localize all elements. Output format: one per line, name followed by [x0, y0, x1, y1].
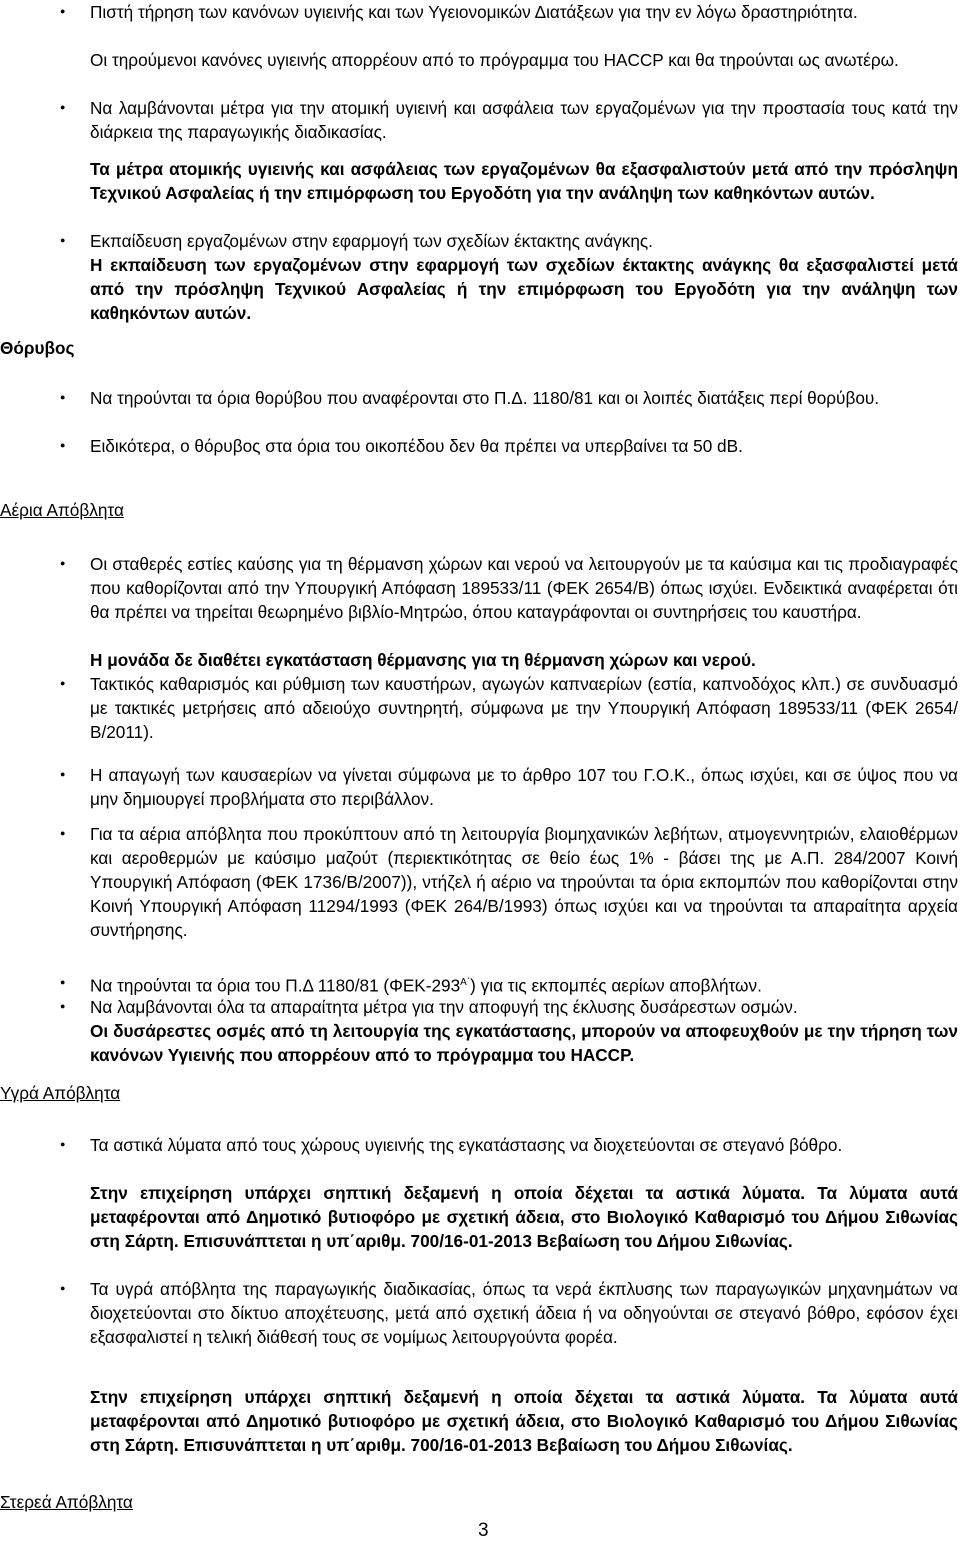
bullet-icon: ● — [60, 678, 66, 688]
paragraph-worker-safety-bold: Τα μέτρα ατομικής υγιεινής και ασφάλειας των εργαζομένων θα εξασφαλιστούν μετά από την πρόσληψη Τεχνικού Ασφαλείας ή την επιμόρφωση του Εργοδότη για την ανάληψη των καθηκόντων αυτών. — [90, 159, 958, 203]
paragraph-emergency-training-bold: Η εκπαίδευση των εργαζομένων στην εφαρμογή των σχεδίων έκτακτης ανάγκης θα εξασφαλιστεί μετά από την πρόσληψη Τεχνικού Ασφαλείας ή την επιμόρφωση του Εργοδότη για την ανάληψη των καθηκόντων αυτών. — [90, 255, 958, 323]
bullet-icon: ● — [60, 102, 66, 112]
paragraph-odours: Να λαμβάνονται όλα τα απαραίτητα μέτρα για την αποφυγή της έκλυσης δυσάρεστων οσμών. — [90, 997, 798, 1017]
bullet-icon: ● — [60, 828, 66, 838]
heading-solid-waste: Στερεά Απόβλητα — [0, 1492, 133, 1512]
emission-limits-text: Να τηρούνται τα όρια του Π.Δ 1180/81 (ΦΕΚ-293 — [90, 975, 461, 996]
bullet-icon: ● — [60, 1001, 66, 1011]
paragraph-odours-bold: Οι δυσάρεστες οσμές από τη λειτουργία της εγκατάστασης, μπορούν να αποφευχθούν με την τήρηση των κανόνων Υγιεινής που απορρέουν από το πρόγραμμα του HACCP. — [90, 1021, 958, 1065]
emission-limits-sup: Α΄ — [460, 977, 471, 988]
paragraph-exhaust: Η απαγωγή των καυσαερίων να γίνεται σύμφωνα με το άρθρο 107 του Γ.Ο.Κ., όπως ισχύει, και σε ύψος που να μην δημιουργεί προβλήματα στο περιβάλλον. — [90, 765, 958, 809]
paragraph-noise-50db: Ειδικότερα, ο θόρυβος στα όρια του οικοπέδου δεν θα πρέπει να υπερβαίνει τα 50 dB. — [90, 436, 743, 456]
paragraph-emergency-training: Εκπαίδευση εργαζομένων στην εφαρμογή των σχεδίων έκτακτης ανάγκης. — [90, 231, 653, 251]
bullet-icon: ● — [60, 6, 66, 16]
bullet-icon: ● — [60, 1139, 66, 1149]
paragraph-process-water: Τα υγρά απόβλητα της παραγωγικής διαδικασίας, όπως τα νερά έκπλυσης των παραγωγικών μηχανημάτων να διοχετεύονται στο δίκτυο αποχέτευσης, μετά από σχετική άδεια ή να οδηγούνται σε στεγανό βόθρο, εφόσον έχει εξασφαλιστεί η τελική διάθεσή τους σε νομίμως λειτουργούντα φορέα. — [90, 1279, 958, 1347]
bullet-icon: ● — [60, 440, 66, 450]
heading-noise: Θόρυβος — [0, 338, 75, 358]
paragraph-sewage: Τα αστικά λύματα από τους χώρους υγιεινής της εγκατάστασης να διοχετεύονται σε στεγανό βόθρο. — [90, 1135, 843, 1155]
page-number: 3 — [478, 1520, 489, 1541]
heading-liquid-waste: Υγρά Απόβλητα — [0, 1083, 121, 1103]
paragraph-no-heating: Η μονάδα δε διαθέτει εγκατάσταση θέρμανσης για τη θέρμανση χώρων και νερού. — [90, 650, 756, 670]
paragraph-septic-tank-1: Στην επιχείρηση υπάρχει σηπτική δεξαμενή η οποία δέχεται τα αστικά λύματα. Τα λύματα αυτά μεταφέρονται από Δημοτικό βυτιοφόρο με σχετική άδεια, στο Βιολογικό Καθαρισμό του Δήμου Σιθωνίας στη Σάρτη. Επισυνάπτεται η υπ΄αριθμ. 700/16-01-2013 Βεβαίωση του Δήμου Σιθωνίας. — [90, 1183, 958, 1251]
paragraph-septic-tank-2: Στην επιχείρηση υπάρχει σηπτική δεξαμενή η οποία δέχεται τα αστικά λύματα. Τα λύματα αυτά μεταφέρονται από Δημοτικό βυτιοφόρο με σχετική άδεια, στο Βιολογικό Καθαρισμό του Δήμου Σιθωνίας στη Σάρτη. Επισυνάπτεται η υπ΄αριθμ. 700/16-01-2013 Βεβαίωση του Δήμου Σιθωνίας. — [90, 1387, 958, 1455]
paragraph-emission-limits — [90, 971, 958, 998]
paragraph-burner-cleaning: Τακτικός καθαρισμός και ρύθμιση των καυστήρων, αγωγών καπναερίων (εστία, καπνοδόχος κλπ.) σε συνδυασμό με τακτικές μετρήσεις από αδειούχο συντηρητή, σύμφωνα με την Υπουργική Απόφαση 189533/11 (ΦΕΚ 2654/Β/2011). — [90, 674, 958, 742]
paragraph-haccp: Οι τηρούμενοι κανόνες υγιεινής απορρέουν από το πρόγραμμα του HACCP και θα τηρούνται ως ανωτέρω. — [90, 50, 899, 70]
paragraph-noise-limits: Να τηρούνται τα όρια θορύβου που αναφέρονται στο Π.Δ. 1180/81 και οι λοιπές διατάξεις περί θορύβου. — [90, 388, 880, 408]
paragraph-hygiene-rules: Πιστή τήρηση των κανόνων υγιεινής και των Υγειονομικών Διατάξεων για την εν λόγω δραστηριότητα. — [90, 2, 858, 22]
heading-air-emissions: Αέρια Απόβλητα — [0, 500, 124, 520]
bullet-icon: ● — [60, 1283, 66, 1293]
bullet-icon: ● — [60, 769, 66, 779]
bullet-icon: ● — [60, 977, 66, 987]
paragraph-worker-safety: Να λαμβάνονται μέτρα για την ατομική υγιεινή και ασφάλεια των εργαζομένων για την προστασία τους κατά την διάρκεια της παραγωγικής διαδικασίας. — [90, 98, 958, 142]
bullet-icon: ● — [60, 558, 66, 568]
bullet-icon: ● — [60, 392, 66, 402]
paragraph-combustion: Οι σταθερές εστίες καύσης για τη θέρμανση χώρων και νερού να λειτουργούν με τα καύσιμα και τις προδιαγραφές που καθορίζονται από την Υπουργική Απόφαση 189533/11 (ΦΕΚ 2654/Β) όπως ισχύει. Ενδεικτικά αναφέρεται ότι θα πρέπει να τηρείται θεωρημένο βιβλίο-Μητρώο, όπου καταγράφονται οι συντηρήσεις του καυστήρα. — [90, 554, 958, 622]
emission-limits-text-end: ) για τις εκπομπές αερίων αποβλήτων. — [470, 975, 762, 996]
paragraph-boilers: Για τα αέρια απόβλητα που προκύπτουν από τη λειτουργία βιομηχανικών λεβήτων, ατμογεννητριών, ελαιοθέρμων και αεροθερμών με καύσιμο μαζούτ (περιεκτικότητας σε θείο έως 1% - βάσει της με Α.Π. 284/2007 Κοινή Υπουργική Απόφαση (ΦΕΚ 1736/Β/2007)), ντήζελ ή αέριο να τηρούνται τα όρια εκπομπών που καθορίζονται στην Κοινή Υπουργική Απόφαση 11294/1993 (ΦΕΚ 264/Β/1993) όπως ισχύει και να τηρούνται τα απαραίτητα αρχεία συντήρησης. — [90, 824, 958, 940]
bullet-icon: ● — [60, 235, 66, 245]
